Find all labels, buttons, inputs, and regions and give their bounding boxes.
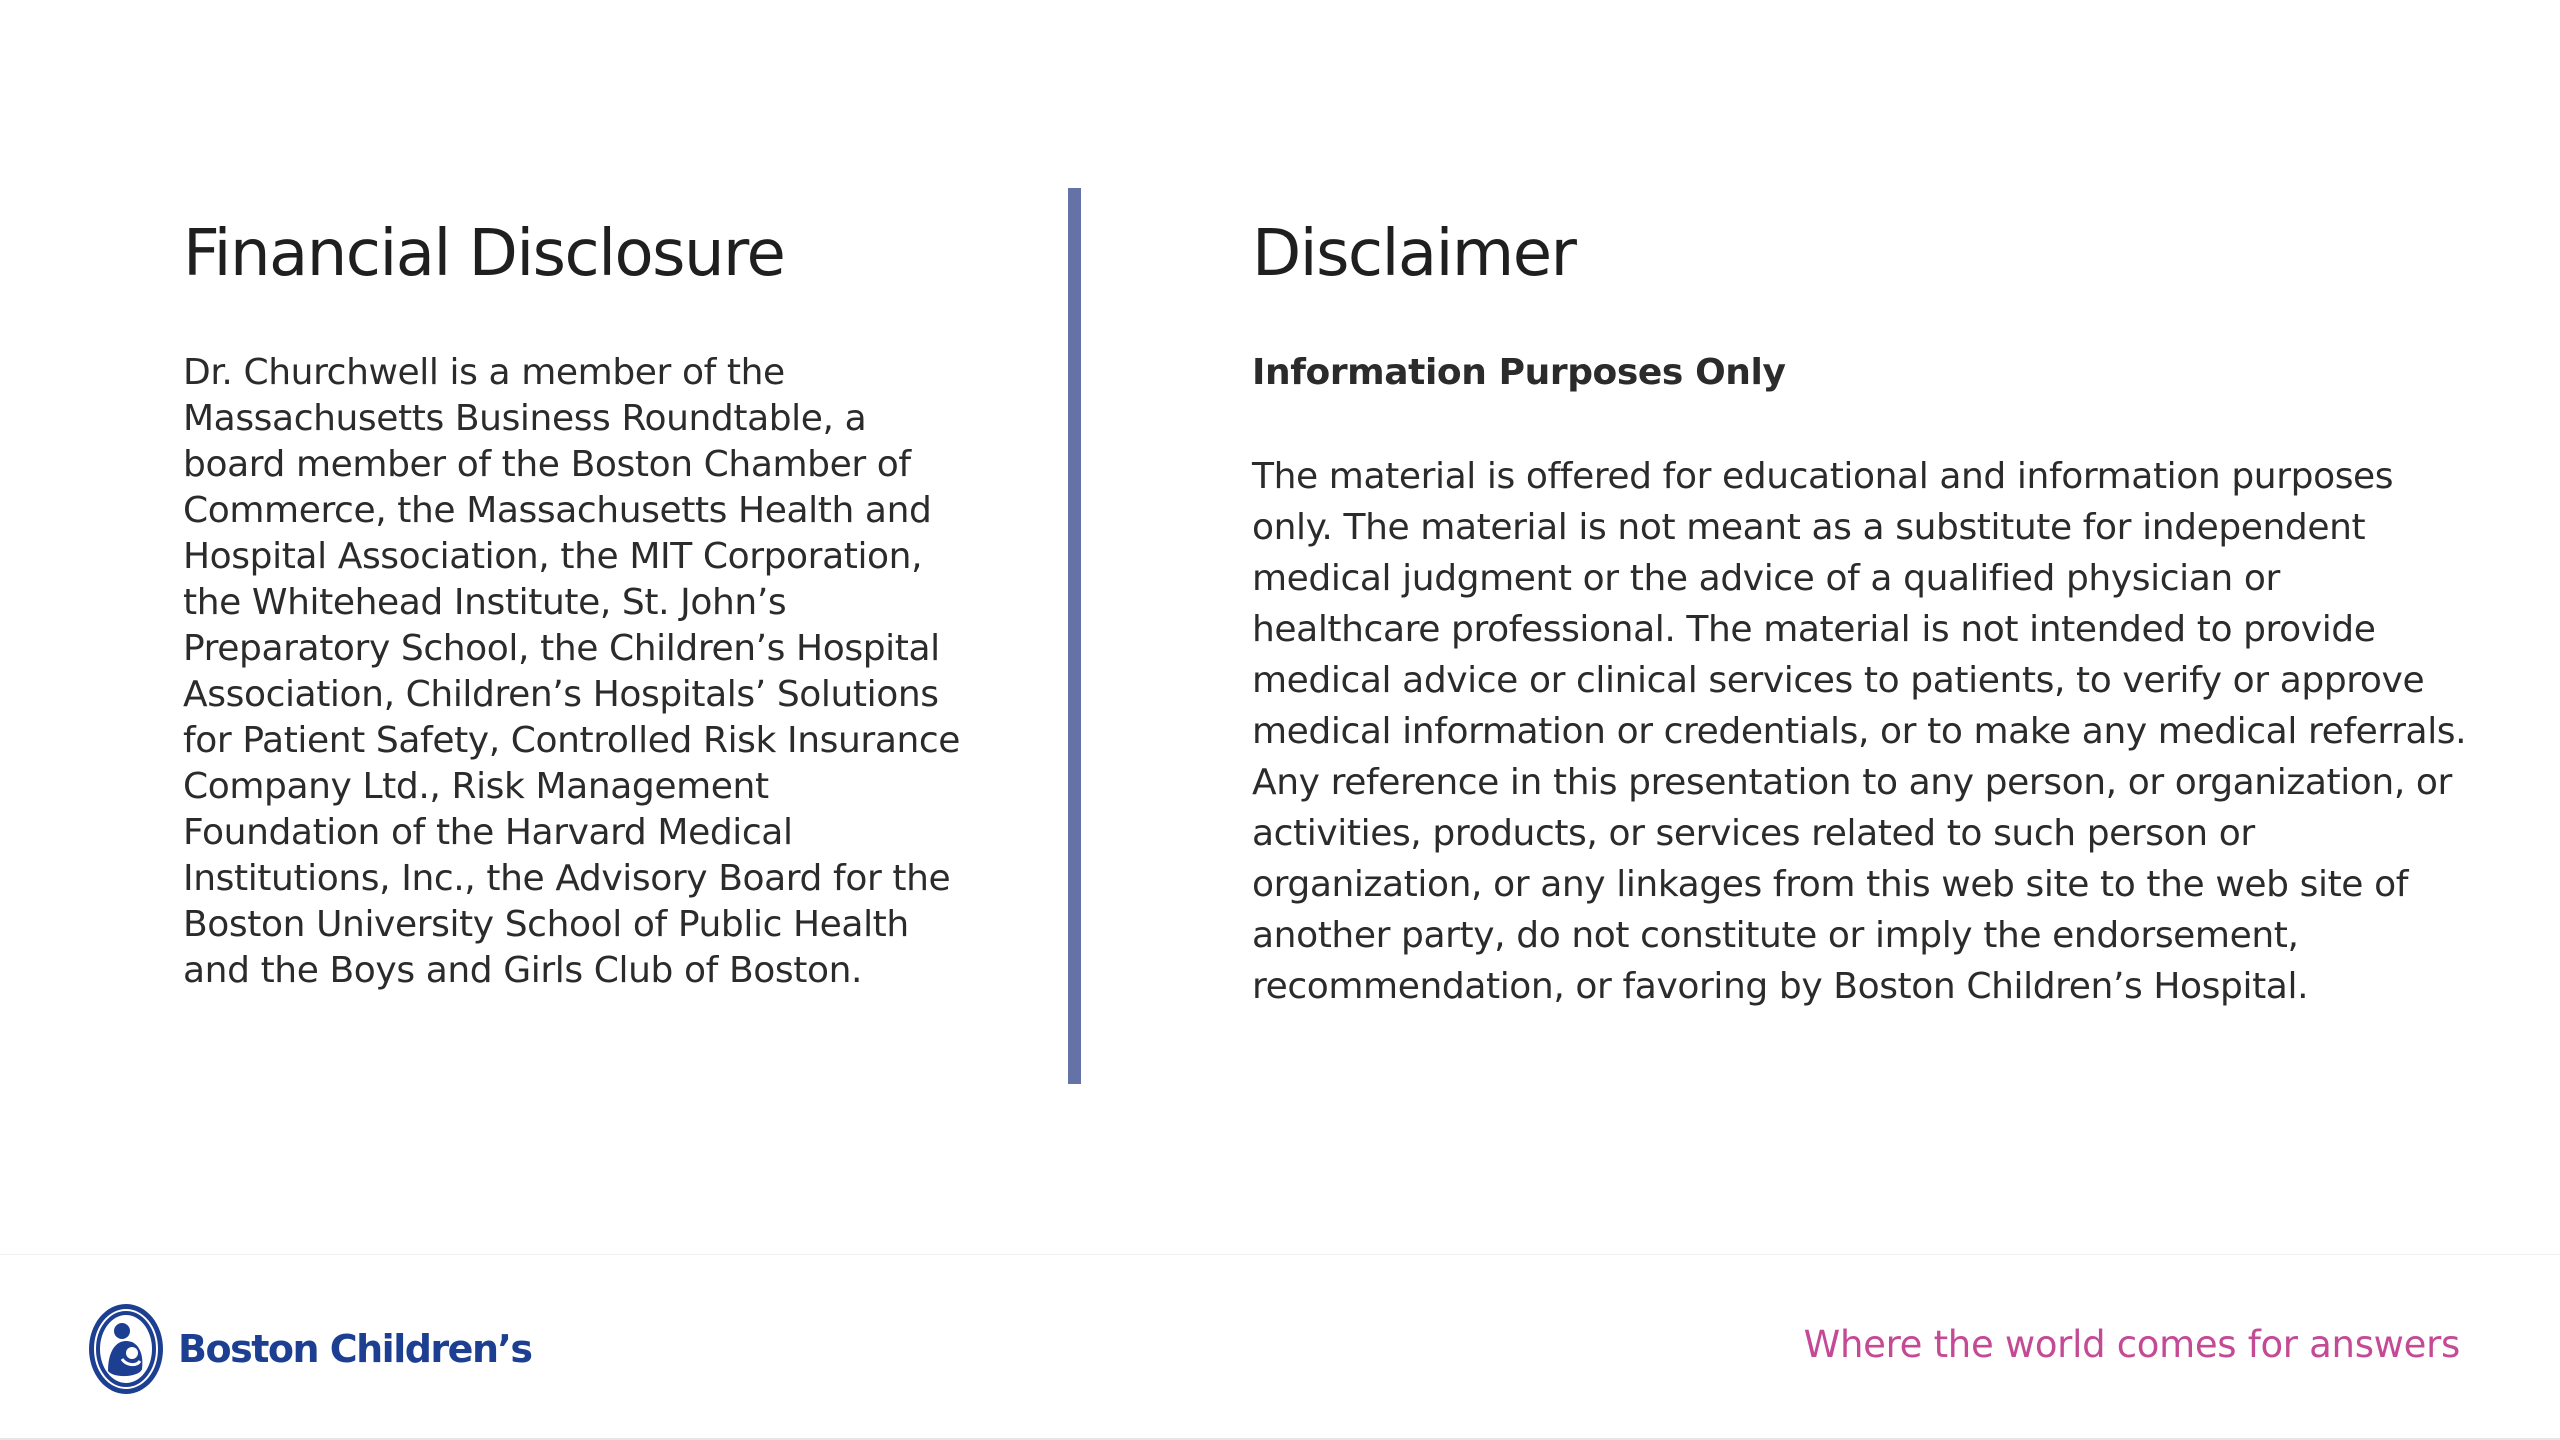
disclaimer-body: The material is offered for educational and information purposes only. The material is not meant as a substitute for independent medical judgment or the advice of a qualified physician or healthcare professional. The material is not intended to provide medical advice or clinical services to patients, to verify or approve medical information or credentials, or to make any medical referrals. Any reference in this presentation to any person, or organization, or activities, products, or services related to such person or organization, or any linkages from this web site to the web site of another party, do not constitute or imply the endorsement, recommendation, or favoring by Boston Children’s Hospital. <box>1252 456 2467 1007</box>
footer <box>0 1254 2560 1440</box>
tagline: Where the world comes for answers <box>1803 1323 2460 1366</box>
boston-childrens-emblem-icon <box>86 1301 166 1397</box>
logo <box>86 1301 532 1397</box>
disclaimer-subtitle: Information Purposes Only <box>1252 352 1786 393</box>
financial-disclosure-body: Dr. Churchwell is a member of the Massachusetts Business Roundtable, a board member of the Boston Chamber of Commerce, the Massachusetts Health and Hospital Association, the MIT Corporation, the Whitehead Institute, St. John’s Preparatory School, the Children’s Hospital Association, Children’s Hospitals’ Solutions for Patient Safety, Controlled Risk Insurance Company Ltd., Risk Management Foundation of the Harvard Medical Institutions, Inc., the Advisory Board for the Boston University School of Public Health and the Boys and Girls Club of Boston. <box>183 352 961 991</box>
vertical-divider <box>1068 188 1081 1084</box>
financial-disclosure-section <box>183 210 983 994</box>
disclaimer-section <box>1252 210 2492 1012</box>
disclaimer-title: Disclaimer <box>1252 217 1576 291</box>
financial-disclosure-title: Financial Disclosure <box>183 217 785 291</box>
logo-text: Boston Children’s <box>178 1327 532 1371</box>
